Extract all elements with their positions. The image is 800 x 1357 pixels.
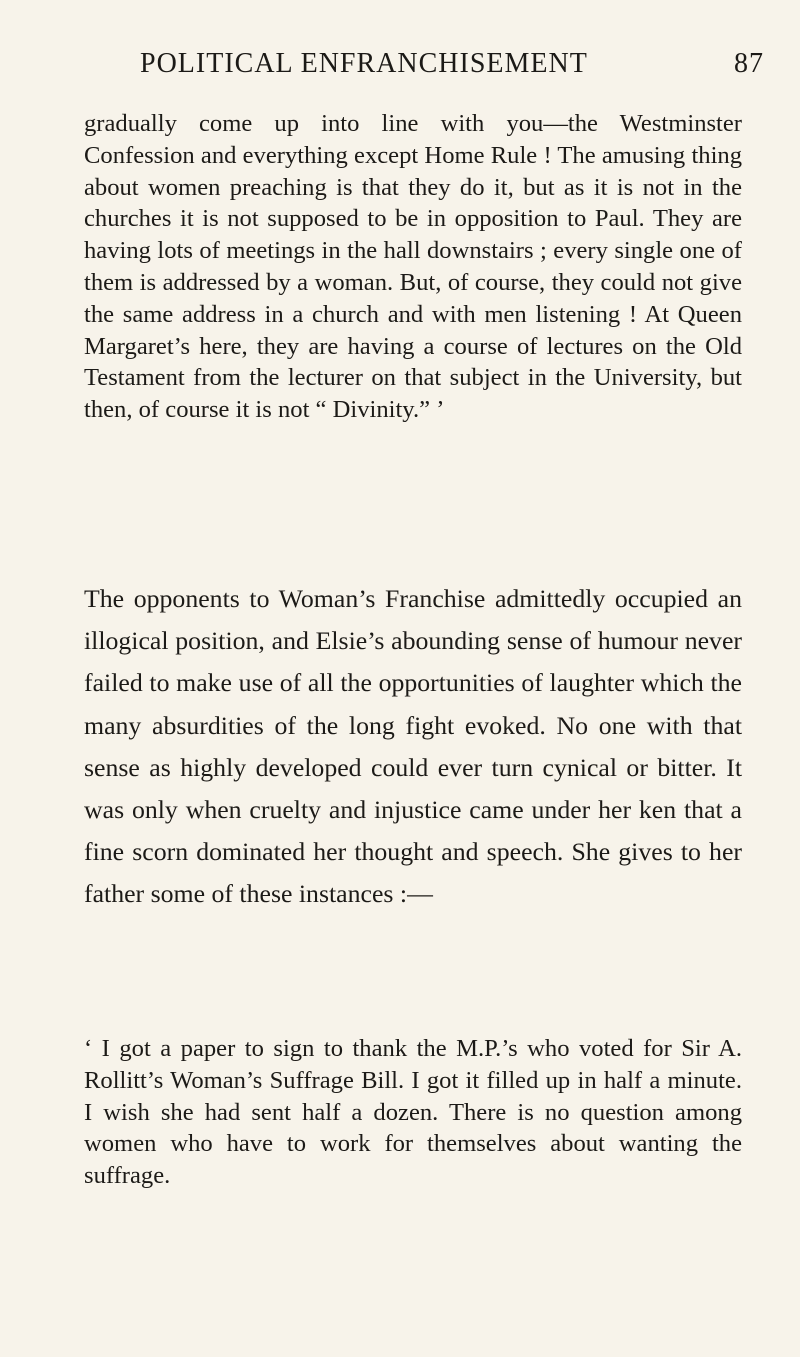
letter-paragraph: ‘ I got a paper to sign to thank the M.P.’s who voted for Sir A. Rollitt’s Woman’s Suffrage Bill. I got it filled up in half a minute. I wish she had sent half a dozen. There is no question among women who have to work for themselves about wanting the suffrage. xyxy=(84,1035,742,1190)
letter-paragraph-continued: gradually come up into line with you—the Westminster Confession and everything except Home Rule ! The amusing thing about women preaching is that they do it, but as it is not in the churches it is not supposed to be in opposition to Paul. They are having lots of meetings in the hall downstairs ; every single one of them is addressed by a woman. But, of course, they could not give the same address in a church and with men listening ! At Queen Margaret’s here, they are having a course of lectures on the Old Testament from the lecturer on that subject in the University, but then, of course it is not “ Divinity.” ’ xyxy=(84,110,742,424)
chapter-title: POLITICAL ENFRANCHISEMENT xyxy=(140,48,588,79)
body-paragraph: The opponents to Woman’s Franchise admittedly occupied an illogical position, and Elsie’s abounding sense of humour never failed to make use of all the opportunities of laughter which the many absurdities of the long fight evoked. No one with that sense as highly developed could ever turn cynical or bitter. It was only when cruelty and injustice came under her ken that a fine scorn dominated her thought and speech. She gives to her father some of these instances :— xyxy=(84,584,742,909)
running-head xyxy=(140,48,764,88)
page-number: 87 xyxy=(734,48,764,79)
